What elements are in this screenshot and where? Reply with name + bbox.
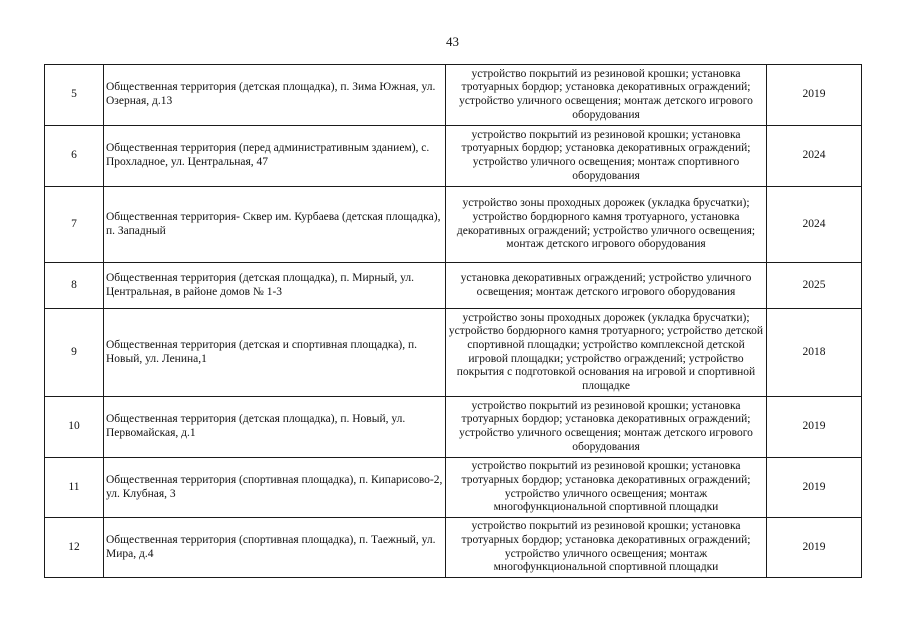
table-row xyxy=(45,518,862,578)
territory-name: Общественная территория (детская и спортивная площадка), п. Новый, ул. Ленина,1 xyxy=(104,309,446,397)
table-row xyxy=(45,126,862,187)
row-number: 9 xyxy=(45,309,104,397)
year-cell: 2019 xyxy=(767,397,862,458)
territory-name: Общественная территория- Сквер им. Курбаева (детская площадка), п. Западный xyxy=(104,187,446,263)
year-cell: 2024 xyxy=(767,126,862,187)
table-row xyxy=(45,65,862,126)
territory-name: Общественная территория (детская площадка), п. Мирный, ул. Центральная, в районе домов № 1-3 xyxy=(104,263,446,309)
works-description: установка декоративных ограждений; устройство уличного освещения; монтаж детского игрового оборудования xyxy=(446,263,767,309)
works-description: устройство покрытий из резиновой крошки; установка тротуарных бордюр; установка декоративных ограждений; устройство уличного освещения; монтаж детского игрового оборудования xyxy=(446,65,767,126)
territory-name: Общественная территория (спортивная площадка), п. Кипарисово-2, ул. Клубная, 3 xyxy=(104,458,446,518)
year-cell: 2019 xyxy=(767,518,862,578)
row-number: 11 xyxy=(45,458,104,518)
row-number: 12 xyxy=(45,518,104,578)
territory-name: Общественная территория (детская площадка), п. Новый, ул. Первомайская, д.1 xyxy=(104,397,446,458)
table-row xyxy=(45,187,862,263)
row-number: 6 xyxy=(45,126,104,187)
year-cell: 2018 xyxy=(767,309,862,397)
works-description: устройство зоны проходных дорожек (укладка брусчатки); устройство бордюрного камня тротуарного, установка декоративных ограждений; устройство уличного освещения; монтаж детского игрового оборудования xyxy=(446,187,767,263)
territory-name: Общественная территория (спортивная площадка), п. Таежный, ул. Мира, д.4 xyxy=(104,518,446,578)
year-cell: 2024 xyxy=(767,187,862,263)
territory-name: Общественная территория (перед административным зданием), с. Прохладное, ул. Центральная, 47 xyxy=(104,126,446,187)
table-row xyxy=(45,263,862,309)
works-description: устройство покрытий из резиновой крошки; установка тротуарных бордюр; установка декоративных ограждений; устройство уличного освещения; монтаж детского игрового оборудования xyxy=(446,397,767,458)
works-description: устройство покрытий из резиновой крошки; установка тротуарных бордюр; установка декоративных ограждений; устройство уличного освещения; монтаж многофункциональной спортивной площадки xyxy=(446,458,767,518)
table-row xyxy=(45,397,862,458)
territory-name: Общественная территория (детская площадка), п. Зима Южная, ул. Озерная, д.13 xyxy=(104,65,446,126)
table-row xyxy=(45,309,862,397)
row-number: 5 xyxy=(45,65,104,126)
year-cell: 2019 xyxy=(767,65,862,126)
works-description: устройство покрытий из резиновой крошки; установка тротуарных бордюр; установка декоративных ограждений; устройство уличного освещения; монтаж многофункциональной спортивной площадки xyxy=(446,518,767,578)
works-description: устройство зоны проходных дорожек (укладка брусчатки); устройство бордюрного камня тротуарного; устройство детской спортивной площадки; устройство комплексной детской игровой площадки; устройство ограждений; устройство покрытия с подготовкой основания на игровой и спортивной площадке xyxy=(446,309,767,397)
page-number: 43 xyxy=(446,34,459,49)
row-number: 10 xyxy=(45,397,104,458)
works-description: устройство покрытий из резиновой крошки; установка тротуарных бордюр; установка декоративных ограждений; устройство уличного освещения; монтаж спортивного оборудования xyxy=(446,126,767,187)
territories-table xyxy=(44,64,862,578)
year-cell: 2019 xyxy=(767,458,862,518)
table-row xyxy=(45,458,862,518)
year-cell: 2025 xyxy=(767,263,862,309)
row-number: 7 xyxy=(45,187,104,263)
row-number: 8 xyxy=(45,263,104,309)
